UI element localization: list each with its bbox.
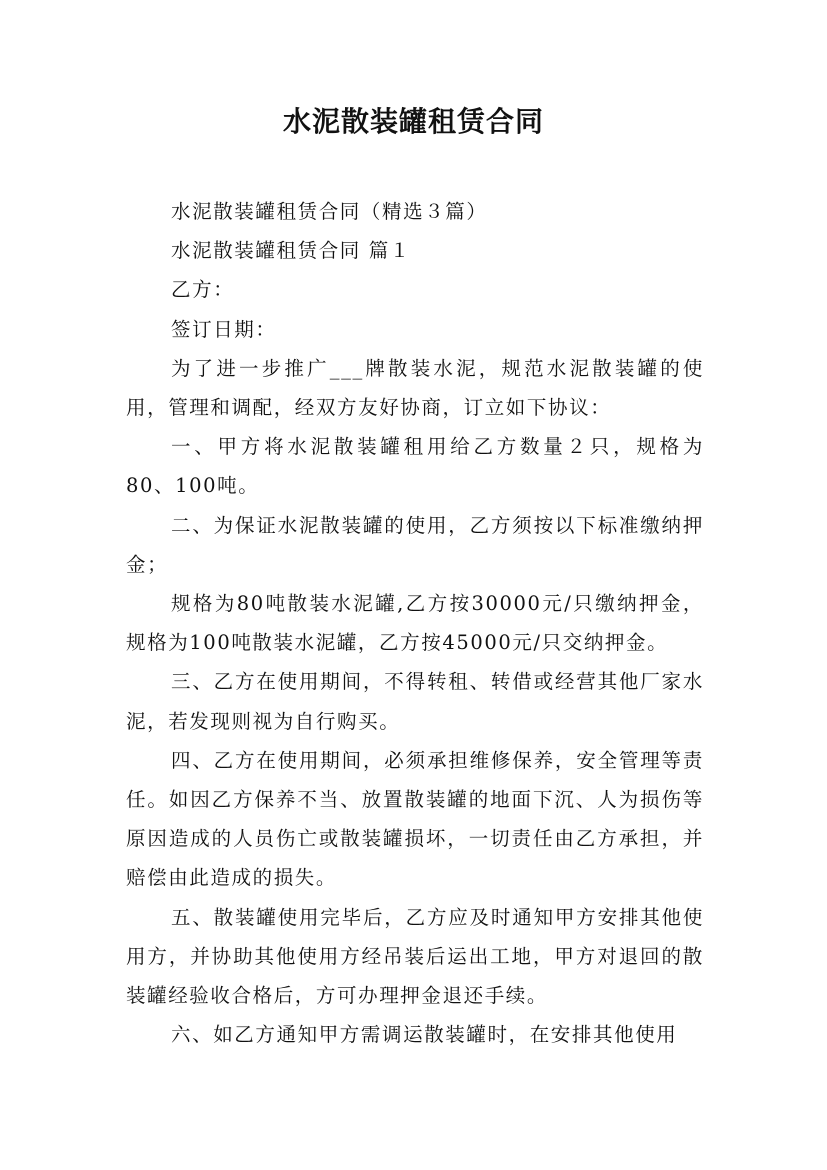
- paragraph-section-heading: 水泥散装罐租赁合同 篇１: [171, 239, 411, 263]
- paragraph-subtitle: 水泥散装罐租赁合同（精选３篇）: [171, 200, 488, 223]
- paragraph-preamble: 为了进一步推广___牌散装水泥，规范水泥散装罐的使用，管理和调配，经双方友好协商，订立如下协议：: [126, 356, 704, 420]
- paragraph-sign-date: 签订日期：: [171, 317, 277, 341]
- document-title: 水泥散装罐租赁合同: [282, 105, 544, 138]
- paragraph-clause-4: 四、乙方在使用期间，必须承担维修保养，安全管理等责任。如因乙方保养不当、放置散装罐的地面下沉、人为损伤等原因造成的人员伤亡或散装罐损坏，一切责任由乙方承担，并赔偿由此造成的损失。: [126, 748, 704, 890]
- paragraph-clause-5: 五、散装罐使用完毕后，乙方应及时通知甲方安排其他使用方，并协助其他使用方经吊装后运出工地，甲方对退回的散装罐经验收合格后，方可办理押金退还手续。: [126, 905, 704, 1008]
- paragraph-deposit-terms: 规格为80吨散装水泥罐,乙方按30000元/只缴纳押金，规格为100吨散装水泥罐，乙方按45000元/只交纳押金。: [126, 592, 704, 655]
- document-body: [126, 192, 704, 1054]
- paragraph-clause-2: 二、为保证水泥散装罐的使用，乙方须按以下标准缴纳押金；: [126, 513, 704, 576]
- paragraph-clause-6: 六、如乙方通知甲方需调运散装罐时，在安排其他使用: [171, 1023, 678, 1047]
- paragraph-party-b: 乙方：: [171, 278, 235, 302]
- paragraph-clause-3: 三、乙方在使用期间，不得转租、转借或经营其他厂家水泥，若发现则视为自行购买。: [126, 670, 704, 733]
- paragraph-clause-1: 一、甲方将水泥散装罐租用给乙方数量２只，规格为80、100吨。: [126, 435, 704, 498]
